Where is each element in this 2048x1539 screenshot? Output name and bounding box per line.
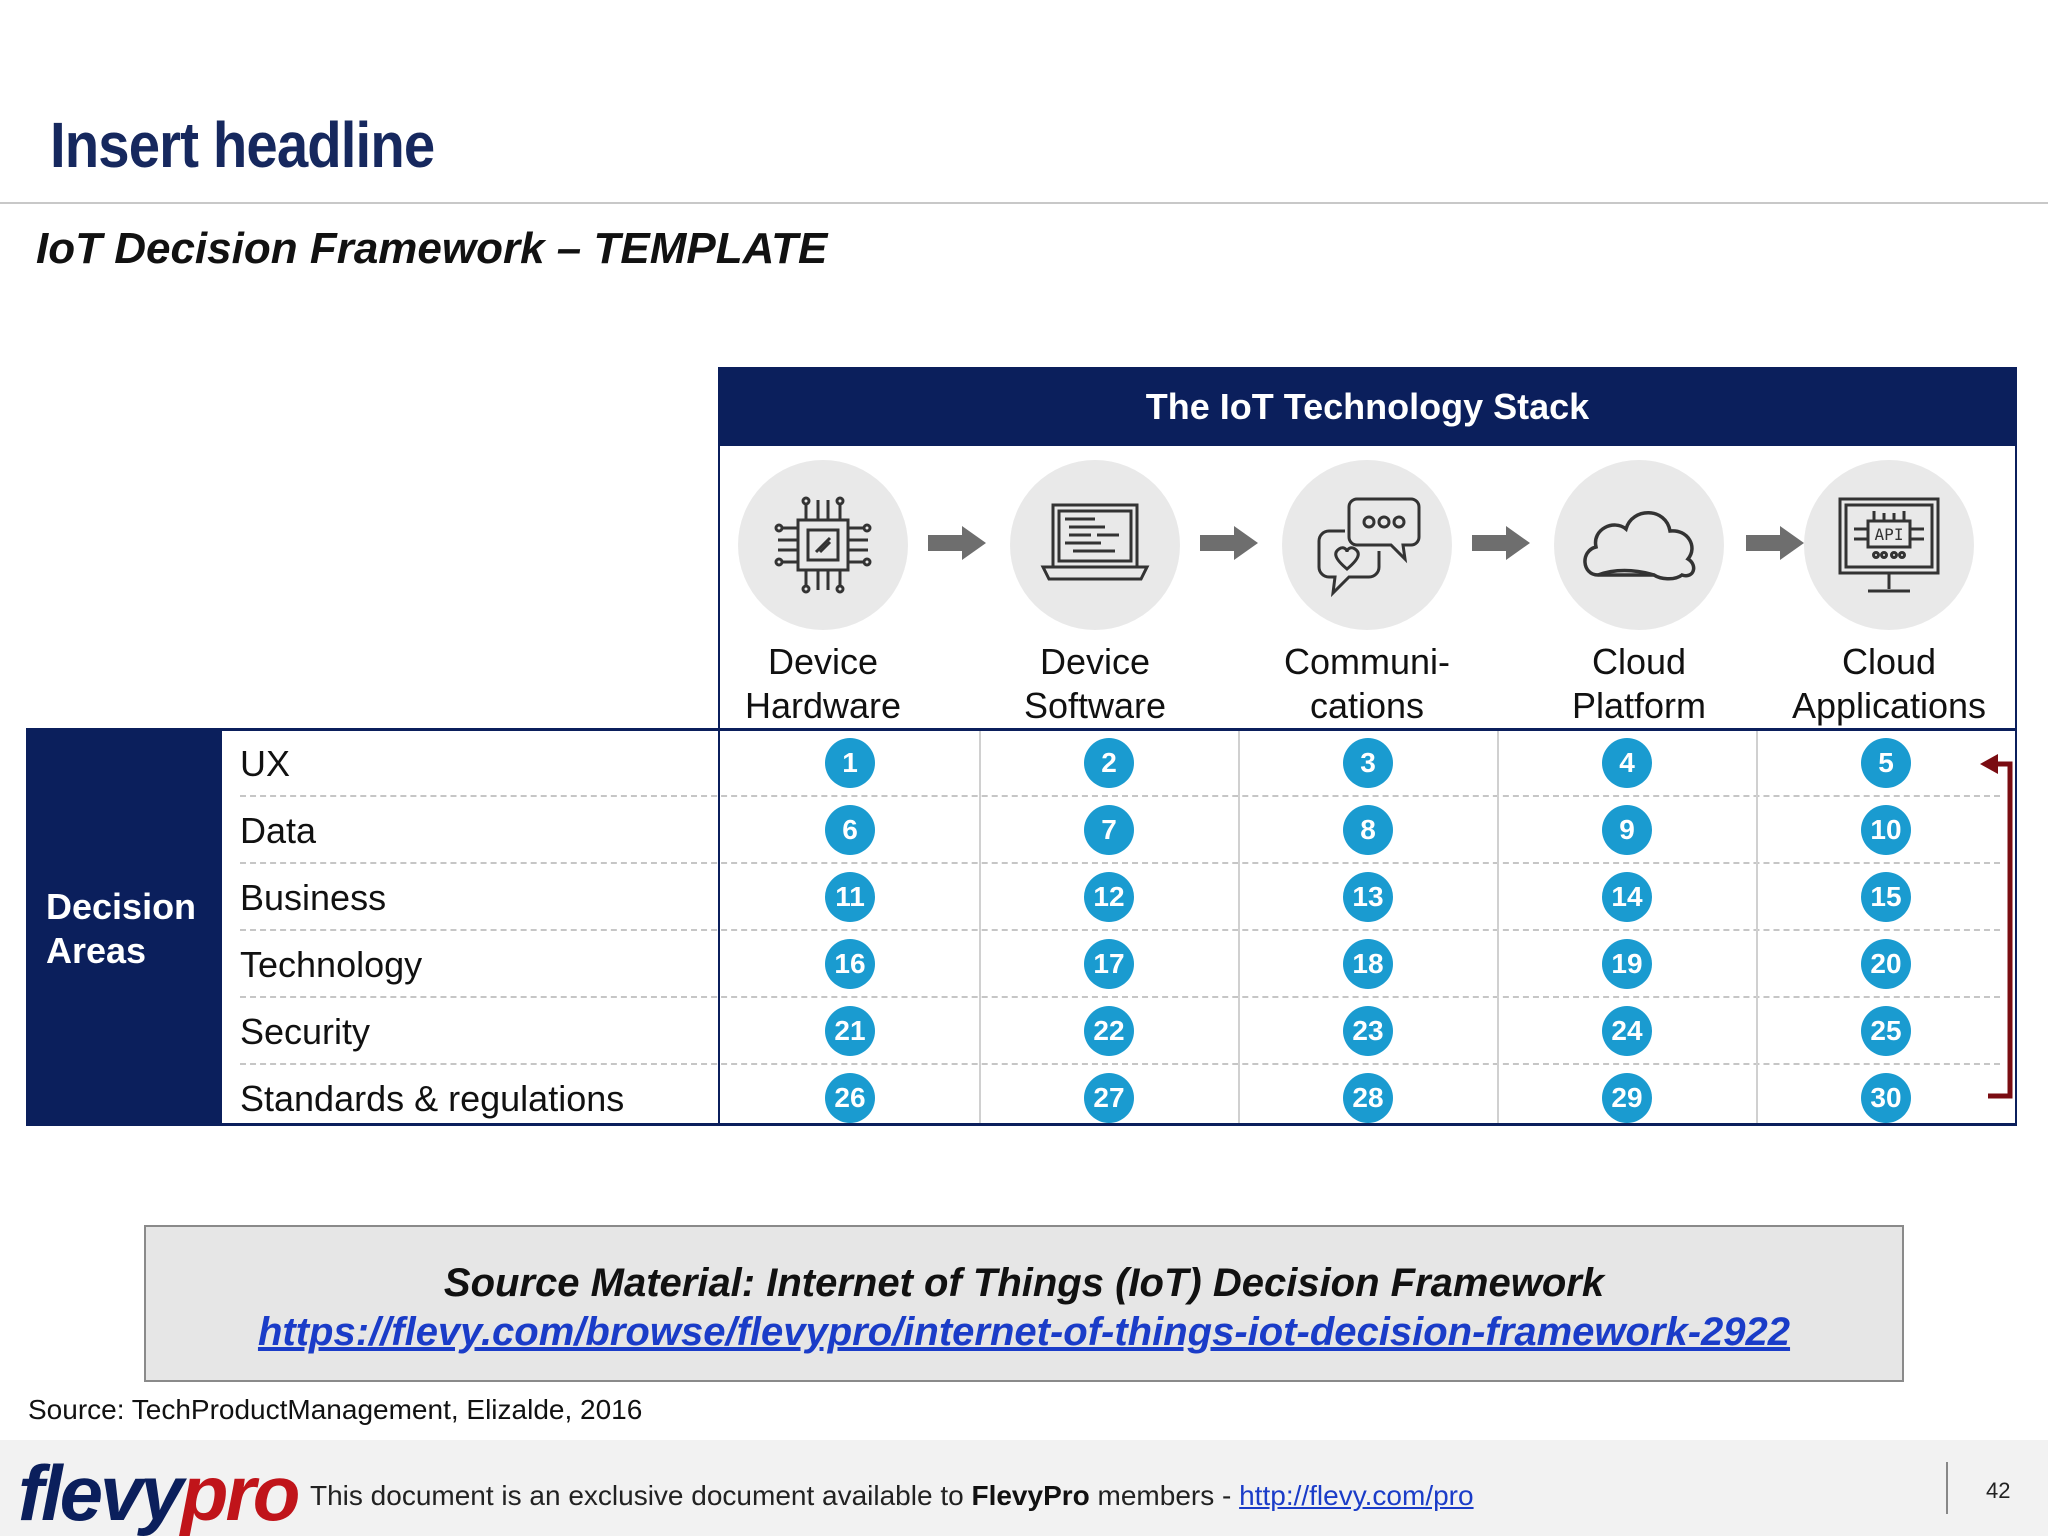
- cell-badge: 17: [1084, 939, 1134, 989]
- stage-label: Cloud Applications: [1791, 641, 1987, 726]
- cell-badge: 9: [1602, 805, 1652, 855]
- chat-bubbles-icon: [1282, 460, 1452, 630]
- cell-badge: 29: [1602, 1073, 1652, 1123]
- flevypro-logo: flevypro: [18, 1449, 298, 1537]
- stage-communications: [1242, 460, 1492, 728]
- decision-areas-block: Decision Areas: [26, 731, 222, 1126]
- footer-disclaimer: This document is an exclusive document available to FlevyPro members - http://flevy.com/pro: [310, 1480, 1474, 1511]
- cell-badge: 3: [1343, 738, 1393, 788]
- cloud-icon: [1554, 460, 1724, 630]
- cell-badge: 15: [1861, 872, 1911, 922]
- stack-header: [718, 367, 2017, 446]
- row-label-standards: Standards & regulations: [240, 1078, 625, 1119]
- column-divider: [979, 731, 981, 1126]
- source-material-title: Source Material: Internet of Things (IoT) Decision Framework: [443, 1261, 1605, 1305]
- grid-bottom-border: [26, 1123, 2017, 1126]
- cell-badge: 14: [1602, 872, 1652, 922]
- column-divider: [718, 731, 720, 1126]
- row-label-security: Security: [240, 1011, 371, 1052]
- row-label-business: Business: [240, 877, 387, 918]
- cell-badge: 19: [1602, 939, 1652, 989]
- cell-badge: 7: [1084, 805, 1134, 855]
- laptop-code-icon: [1010, 460, 1180, 630]
- row-separator: [240, 795, 2000, 797]
- footer-link[interactable]: http://flevy.com/pro: [1239, 1480, 1474, 1511]
- api-monitor-icon: [1804, 460, 1974, 630]
- stage-label: Cloud Platform: [1571, 641, 1707, 726]
- cell-badge: 18: [1343, 939, 1393, 989]
- column-divider: [1497, 731, 1499, 1126]
- cell-badge: 6: [825, 805, 875, 855]
- cell-badge: 22: [1084, 1006, 1134, 1056]
- stage-cloud-applications: [1764, 460, 2014, 728]
- source-material-link[interactable]: https://flevy.com/browse/flevypro/internet-of-things-iot-decision-framework-2922: [257, 1310, 1791, 1354]
- row-separator: [240, 862, 2000, 864]
- cell-badge: 21: [825, 1006, 875, 1056]
- cell-badge: 11: [825, 872, 875, 922]
- cell-badge: 23: [1343, 1006, 1393, 1056]
- cell-badge: 1: [825, 738, 875, 788]
- cell-badge: 2: [1084, 738, 1134, 788]
- loop-back-arrow-icon: [1980, 750, 2020, 1102]
- row-label-technology: Technology: [240, 944, 423, 985]
- cell-badge: 30: [1861, 1073, 1911, 1123]
- stage-label: Communi- cations: [1283, 641, 1451, 726]
- cell-badge: 20: [1861, 939, 1911, 989]
- column-divider: [1238, 731, 1240, 1126]
- row-label-ux: UX: [240, 743, 291, 784]
- cell-badge: 27: [1084, 1073, 1134, 1123]
- cell-badge: 26: [825, 1073, 875, 1123]
- cell-badge: 16: [825, 939, 875, 989]
- column-divider: [1756, 731, 1758, 1126]
- cell-badge: 4: [1602, 738, 1652, 788]
- footer-divider: [1946, 1462, 1948, 1514]
- page-number: 42: [1986, 1478, 2011, 1503]
- cell-badge: 10: [1861, 805, 1911, 855]
- slide-subtitle: IoT Decision Framework – TEMPLATE: [36, 224, 828, 273]
- row-label-data: Data: [240, 810, 317, 851]
- svg-text:API: API: [1874, 525, 1904, 544]
- stage-label: Device Software: [1023, 641, 1167, 726]
- cell-badge: 12: [1084, 872, 1134, 922]
- cell-badge: 13: [1343, 872, 1393, 922]
- cell-badge: 5: [1861, 738, 1911, 788]
- stage-cloud-platform: [1514, 460, 1764, 728]
- cell-badge: 24: [1602, 1006, 1652, 1056]
- row-separator: [240, 996, 2000, 998]
- stage-device-hardware: [698, 460, 948, 728]
- row-separator: [240, 1063, 2000, 1065]
- cell-badge: 8: [1343, 805, 1393, 855]
- chip-icon: [738, 460, 908, 630]
- page-headline: Insert headline: [50, 109, 435, 181]
- source-citation: Source: TechProductManagement, Elizalde, 2016: [28, 1394, 643, 1425]
- cell-badge: 25: [1861, 1006, 1911, 1056]
- stage-device-software: [970, 460, 1220, 728]
- source-material-box: [144, 1225, 1904, 1382]
- header-rule: [0, 202, 2048, 204]
- cell-badge: 28: [1343, 1073, 1393, 1123]
- stage-label: Device Hardware: [744, 641, 902, 726]
- stack-title: The IoT Technology Stack: [1145, 385, 1590, 427]
- row-separator: [240, 929, 2000, 931]
- grid-top-border: [26, 728, 2017, 731]
